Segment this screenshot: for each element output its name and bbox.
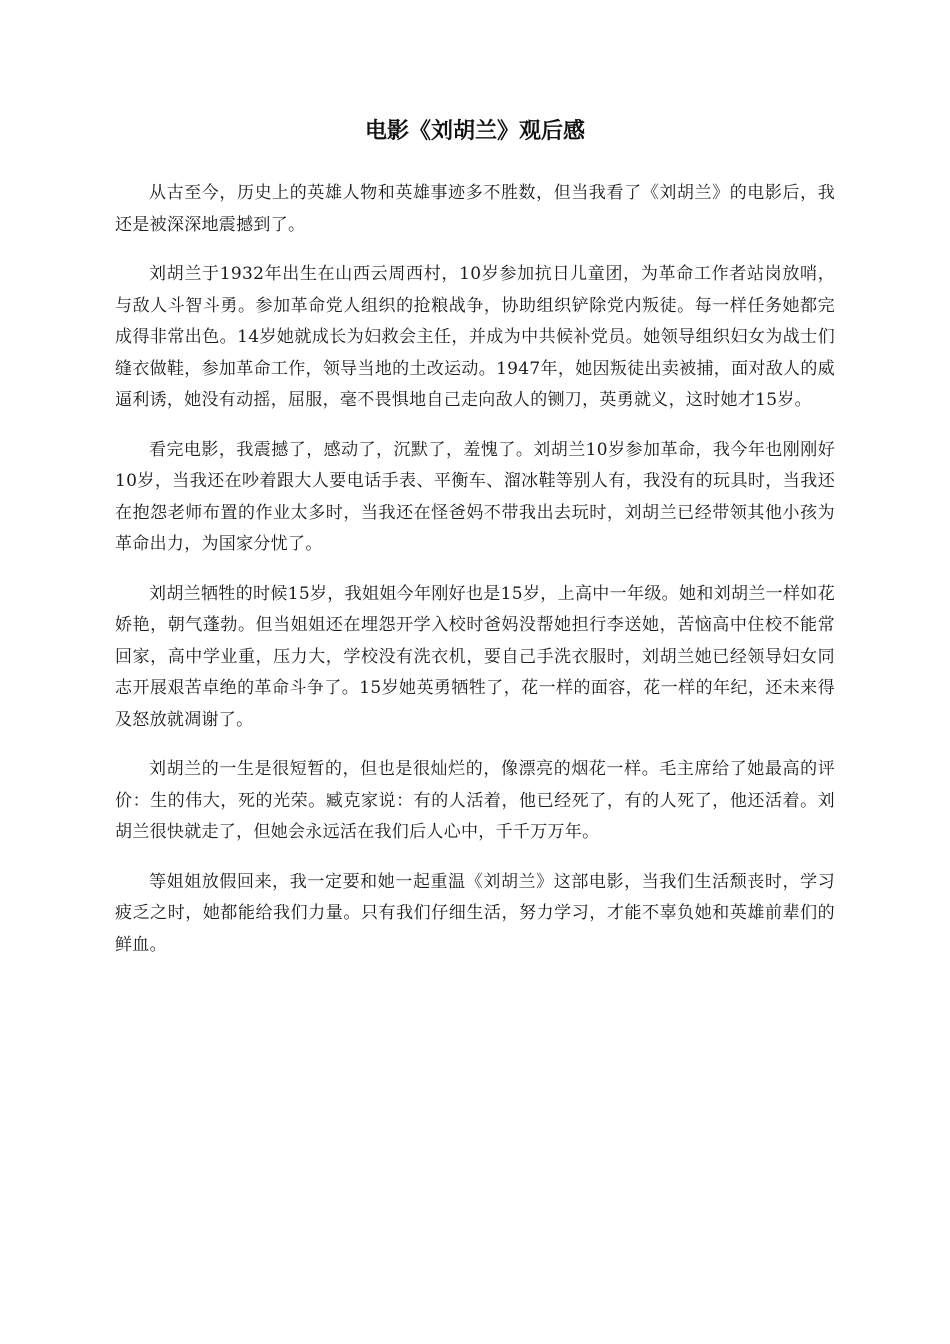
paragraph-conclusion: 等姐姐放假回来，我一定要和她一起重温《刘胡兰》这部电影，当我们生活颓丧时，学习疲乏之时，她都能给我们力量。只有我们仔细生活，努力学习，才能不辜负她和英雄前辈们的鲜血。 [115, 871, 835, 955]
paragraph-intro: 从古至今，历史上的英雄人物和英雄事迹多不胜数，但当我看了《刘胡兰》的电影后，我还是被深深地震撼到了。 [115, 183, 835, 235]
paragraph-biography: 刘胡兰于1932年出生在山西云周西村，10岁参加抗日儿童团，为革命工作者站岗放哨，与敌人斗智斗勇。参加革命党人组织的抢粮战争，协助组织铲除党内叛徒。每一样任务她都完成得非常出色。14岁她就成长为妇救会主任，并成为中共候补党员。她领导组织妇女为战士们缝衣做鞋，参加革命工作，领导当地的土改运动。1947年，她因叛徒出卖被捕，面对敌人的威逼利诱，她没有动摇，屈服，毫不畏惧地自己走向敌人的铡刀，英勇就义，这时她才15岁。 [115, 264, 835, 410]
paragraph-reflection: 看完电影，我震撼了，感动了，沉默了，羞愧了。刘胡兰10岁参加革命，我今年也刚刚好10岁，当我还在吵着跟大人要电话手表、平衡车、溜冰鞋等别人有，我没有的玩具时，当我还在抱怨老师布置的作业太多时，当我还在怪爸妈不带我出去玩时，刘胡兰已经带领其他小孩为革命出力，为国家分忧了。 [115, 439, 835, 554]
document-body [115, 178, 835, 979]
paragraph-sister-comparison: 刘胡兰牺牲的时候15岁，我姐姐今年刚好也是15岁，上高中一年级。她和刘胡兰一样如花娇艳，朝气蓬勃。但当姐姐还在埋怨开学入校时爸妈没帮她担行李送她，苦恼高中住校不能常回家，高中学业重，压力大，学校没有洗衣机，要自己手洗衣服时，刘胡兰她已经领导妇女同志开展艰苦卓绝的革命斗争了。15岁她英勇牺牲了，花一样的面容，花一样的年纪，还未来得及怒放就凋谢了。 [115, 583, 835, 730]
document-title: 电影《刘胡兰》观后感 [364, 119, 585, 144]
paragraph-legacy: 刘胡兰的一生是很短暂的，但也是很灿烂的，像漂亮的烟花一样。毛主席给了她最高的评价：生的伟大，死的光荣。臧克家说：有的人活着，他已经死了，有的人死了，他还活着。刘胡兰很快就走了，但她会永远活在我们后人心中，千千万万年。 [115, 759, 835, 842]
